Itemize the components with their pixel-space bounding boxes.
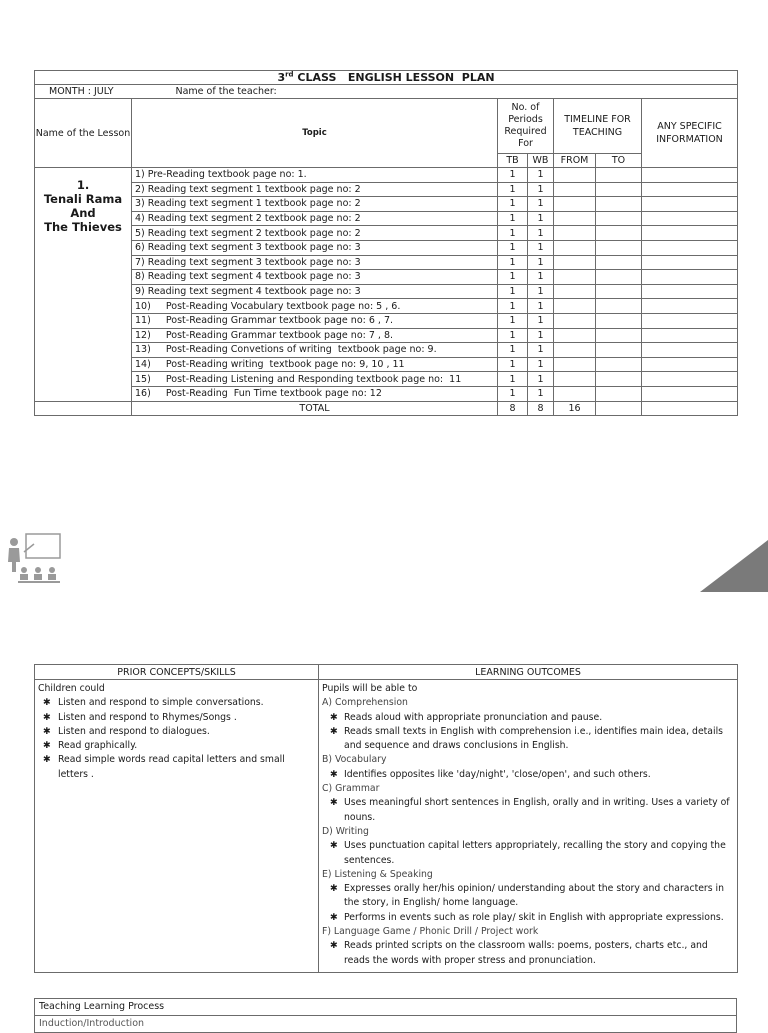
total-to [596, 401, 642, 415]
row-to [596, 313, 642, 328]
row-topic: 3) Reading text segment 1 textbook page no: 2 [132, 197, 498, 212]
row-wb: 1 [528, 182, 554, 197]
row-specific [642, 299, 738, 314]
outcome-text: Identifies opposites like 'day/night', 'close/open', and such others. [344, 768, 651, 780]
row-wb: 1 [528, 328, 554, 343]
outcome-text: Reads aloud with appropriate pronunciation and pause. [344, 711, 603, 723]
row-wb: 1 [528, 226, 554, 241]
row-specific [642, 182, 738, 197]
row-topic: 14) Post-Reading writing textbook page no: 9, 10 , 11 [132, 357, 498, 372]
header-lesson-name: Name of the Lesson [35, 99, 132, 168]
lesson-name-line2: And [70, 206, 96, 220]
row-tb: 1 [498, 168, 528, 183]
row-wb: 1 [528, 343, 554, 358]
row-topic: 12) Post-Reading Grammar textbook page no: 7 , 8. [132, 328, 498, 343]
prior-concept-item [38, 753, 315, 782]
row-topic: 11) Post-Reading Grammar textbook page no: 6 , 7. [132, 313, 498, 328]
row-topic: 7) Reading text segment 3 textbook page no: 3 [132, 255, 498, 270]
lesson-plan-table [34, 70, 738, 416]
outcome-text: Uses meaningful short sentences in English, orally and in writing. Uses a variety of nouns. [344, 797, 730, 823]
row-to [596, 197, 642, 212]
asterisk-bullet-icon: ✱ [330, 940, 338, 952]
row-to [596, 182, 642, 197]
teaching-process-table [34, 998, 737, 1033]
outcome-item [324, 839, 734, 868]
row-tb: 1 [498, 299, 528, 314]
outcome-item [324, 882, 734, 911]
row-to [596, 372, 642, 387]
outcome-item [324, 768, 734, 782]
asterisk-bullet-icon: ✱ [330, 883, 338, 895]
total-tb: 8 [498, 401, 528, 415]
row-tb: 1 [498, 284, 528, 299]
row-wb: 1 [528, 299, 554, 314]
prior-concept-text: Read graphically. [58, 740, 138, 752]
row-from [554, 328, 596, 343]
teacher-name-label: Name of the teacher: [132, 85, 738, 99]
prior-concept-item [38, 696, 315, 710]
row-specific [642, 357, 738, 372]
row-topic: 16) Post-Reading Fun Time textbook page no: 12 [132, 386, 498, 401]
lesson-row [35, 182, 738, 197]
row-tb: 1 [498, 313, 528, 328]
outcome-text: Reads printed scripts on the classroom walls: poems, posters, charts etc., and reads the words with proper stress and pronunciation. [344, 940, 708, 966]
row-to [596, 168, 642, 183]
lesson-name-line3: The Thieves [44, 220, 122, 234]
lesson-row [35, 343, 738, 358]
asterisk-bullet-icon: ✱ [43, 754, 51, 766]
outcome-item [324, 711, 734, 725]
header-timeline: TIMELINE FOR TEACHING [554, 99, 642, 154]
row-tb: 1 [498, 270, 528, 285]
title-text: CLASS ENGLISH LESSON PLAN [297, 71, 495, 84]
lesson-row [35, 211, 738, 226]
outcome-section-heading: C) Grammar [322, 783, 380, 795]
row-wb: 1 [528, 386, 554, 401]
lesson-row [35, 313, 738, 328]
lesson-row [35, 226, 738, 241]
row-from [554, 299, 596, 314]
lesson-row [35, 357, 738, 372]
row-from [554, 211, 596, 226]
learning-outcomes-intro: Pupils will be able to [322, 683, 418, 694]
lesson-row [35, 197, 738, 212]
concepts-outcomes-table [34, 664, 738, 973]
lesson-name-line1: Tenali Rama [43, 192, 123, 206]
row-wb: 1 [528, 284, 554, 299]
asterisk-bullet-icon: ✱ [43, 697, 51, 709]
header-wb: WB [528, 154, 554, 168]
outcome-section-heading: D) Writing [322, 825, 369, 837]
row-specific [642, 386, 738, 401]
row-specific [642, 255, 738, 270]
row-to [596, 270, 642, 285]
row-from [554, 343, 596, 358]
header-to: TO [596, 154, 642, 168]
row-specific [642, 240, 738, 255]
row-from [554, 168, 596, 183]
total-empty-cell [35, 401, 132, 415]
row-from [554, 226, 596, 241]
row-topic: 6) Reading text segment 3 textbook page no: 3 [132, 240, 498, 255]
teaching-process-title: Teaching Learning Process [35, 999, 737, 1016]
prior-concept-item [38, 725, 315, 739]
outcome-text: Performs in events such as role play/ skit in English with appropriate expressions. [344, 911, 724, 923]
row-specific [642, 211, 738, 226]
class-ordinal-suffix: rd [285, 70, 294, 79]
lesson-name-number: 1. [76, 178, 90, 192]
row-tb: 1 [498, 197, 528, 212]
row-tb: 1 [498, 240, 528, 255]
row-wb: 1 [528, 197, 554, 212]
row-wb: 1 [528, 168, 554, 183]
header-topic: Topic [132, 99, 498, 168]
row-topic: 15) Post-Reading Listening and Responding textbook page no: 11 [132, 372, 498, 387]
lesson-row [35, 372, 738, 387]
row-to [596, 386, 642, 401]
asterisk-bullet-icon: ✱ [43, 711, 51, 723]
lesson-row [35, 270, 738, 285]
month-label: MONTH : JULY [35, 85, 132, 99]
row-tb: 1 [498, 211, 528, 226]
prior-concepts-list [38, 696, 315, 782]
asterisk-bullet-icon: ✱ [43, 725, 51, 737]
row-wb: 1 [528, 372, 554, 387]
row-to [596, 299, 642, 314]
prior-concept-text: Read simple words read capital letters and small letters . [58, 754, 285, 780]
row-from [554, 197, 596, 212]
row-to [596, 226, 642, 241]
row-specific [642, 197, 738, 212]
row-from [554, 357, 596, 372]
row-topic: 13) Post-Reading Convetions of writing textbook page no: 9. [132, 343, 498, 358]
row-specific [642, 270, 738, 285]
row-from [554, 372, 596, 387]
teacher-classroom-icon [2, 532, 64, 590]
learning-outcomes-cell [319, 680, 738, 973]
total-label: TOTAL [132, 401, 498, 415]
row-from [554, 255, 596, 270]
teaching-process-subtitle: Induction/Introduction [35, 1016, 737, 1033]
row-wb: 1 [528, 357, 554, 372]
asterisk-bullet-icon: ✱ [330, 768, 338, 780]
row-tb: 1 [498, 386, 528, 401]
prior-concepts-intro: Children could [38, 683, 105, 694]
row-specific [642, 284, 738, 299]
row-to [596, 284, 642, 299]
outcome-item [324, 725, 734, 754]
asterisk-bullet-icon: ✱ [43, 740, 51, 752]
outcome-section-heading: A) Comprehension [322, 697, 408, 709]
lesson-row [35, 240, 738, 255]
row-to [596, 211, 642, 226]
prior-concept-text: Listen and respond to simple conversations. [58, 697, 264, 709]
lesson-rows [35, 168, 738, 402]
outcome-item [324, 796, 734, 825]
lesson-row [35, 299, 738, 314]
row-from [554, 386, 596, 401]
prior-concept-item [38, 711, 315, 725]
lesson-row [35, 386, 738, 401]
row-to [596, 255, 642, 270]
row-tb: 1 [498, 372, 528, 387]
row-tb: 1 [498, 182, 528, 197]
row-from [554, 284, 596, 299]
row-specific [642, 343, 738, 358]
lesson-row [35, 168, 738, 183]
row-specific [642, 226, 738, 241]
row-specific [642, 372, 738, 387]
outcome-section-heading: B) Vocabulary [322, 754, 387, 766]
header-from: FROM [554, 154, 596, 168]
asterisk-bullet-icon: ✱ [330, 840, 338, 852]
learning-outcomes-list [322, 696, 734, 968]
prior-concept-text: Listen and respond to Rhymes/Songs . [58, 711, 237, 723]
lesson-plan-title [35, 71, 738, 85]
header-periods: No. of Periods Required For [498, 99, 554, 154]
row-wb: 1 [528, 211, 554, 226]
row-topic: 1) Pre-Reading textbook page no: 1. [132, 168, 498, 183]
row-to [596, 328, 642, 343]
row-tb: 1 [498, 255, 528, 270]
row-tb: 1 [498, 226, 528, 241]
prior-concepts-cell [35, 680, 319, 973]
row-from [554, 270, 596, 285]
lesson-row [35, 255, 738, 270]
row-specific [642, 328, 738, 343]
row-wb: 1 [528, 255, 554, 270]
row-to [596, 357, 642, 372]
total-specific [642, 401, 738, 415]
row-specific [642, 313, 738, 328]
row-topic: 8) Reading text segment 4 textbook page no: 3 [132, 270, 498, 285]
row-to [596, 240, 642, 255]
asterisk-bullet-icon: ✱ [330, 711, 338, 723]
row-from [554, 240, 596, 255]
outcome-item [324, 939, 734, 968]
lesson-row [35, 328, 738, 343]
outcome-item [324, 911, 734, 925]
row-topic: 4) Reading text segment 2 textbook page no: 2 [132, 211, 498, 226]
row-wb: 1 [528, 313, 554, 328]
learning-outcomes-header: LEARNING OUTCOMES [319, 665, 738, 680]
lesson-row [35, 284, 738, 299]
row-topic: 2) Reading text segment 1 textbook page no: 2 [132, 182, 498, 197]
asterisk-bullet-icon: ✱ [330, 725, 338, 737]
row-tb: 1 [498, 343, 528, 358]
row-topic: 5) Reading text segment 2 textbook page no: 2 [132, 226, 498, 241]
row-specific [642, 168, 738, 183]
row-to [596, 343, 642, 358]
outcome-section-heading: F) Language Game / Phonic Drill / Project work [322, 926, 539, 938]
row-topic: 10) Post-Reading Vocabulary textbook page no: 5 , 6. [132, 299, 498, 314]
header-tb: TB [498, 154, 528, 168]
row-wb: 1 [528, 240, 554, 255]
header-specific-info: ANY SPECIFIC INFORMATION [642, 99, 738, 168]
asterisk-bullet-icon: ✱ [330, 797, 338, 809]
row-tb: 1 [498, 357, 528, 372]
total-wb: 8 [528, 401, 554, 415]
corner-triangle-decoration [700, 540, 768, 592]
outcome-text: Reads small texts in English with comprehension i.e., identifies main idea, details and sequence and draws conclusions in English. [344, 725, 724, 752]
row-tb: 1 [498, 328, 528, 343]
prior-concepts-header: PRIOR CONCEPTS/SKILLS [35, 665, 319, 680]
prior-concept-item [38, 739, 315, 753]
lesson-name-cell [35, 168, 132, 402]
prior-concept-text: Listen and respond to dialogues. [58, 725, 210, 737]
row-wb: 1 [528, 270, 554, 285]
row-from [554, 313, 596, 328]
total-from: 16 [554, 401, 596, 415]
outcome-text: Uses punctuation capital letters appropriately, recalling the story and copying the sentences. [344, 840, 726, 866]
asterisk-bullet-icon: ✱ [330, 911, 338, 923]
outcome-text: Expresses orally her/his opinion/ understanding about the story and characters in the story, in English/ home language. [344, 883, 725, 909]
row-topic: 9) Reading text segment 4 textbook page no: 3 [132, 284, 498, 299]
class-number: 3 [277, 71, 286, 84]
outcome-section-heading: E) Listening & Speaking [322, 868, 433, 880]
row-from [554, 182, 596, 197]
